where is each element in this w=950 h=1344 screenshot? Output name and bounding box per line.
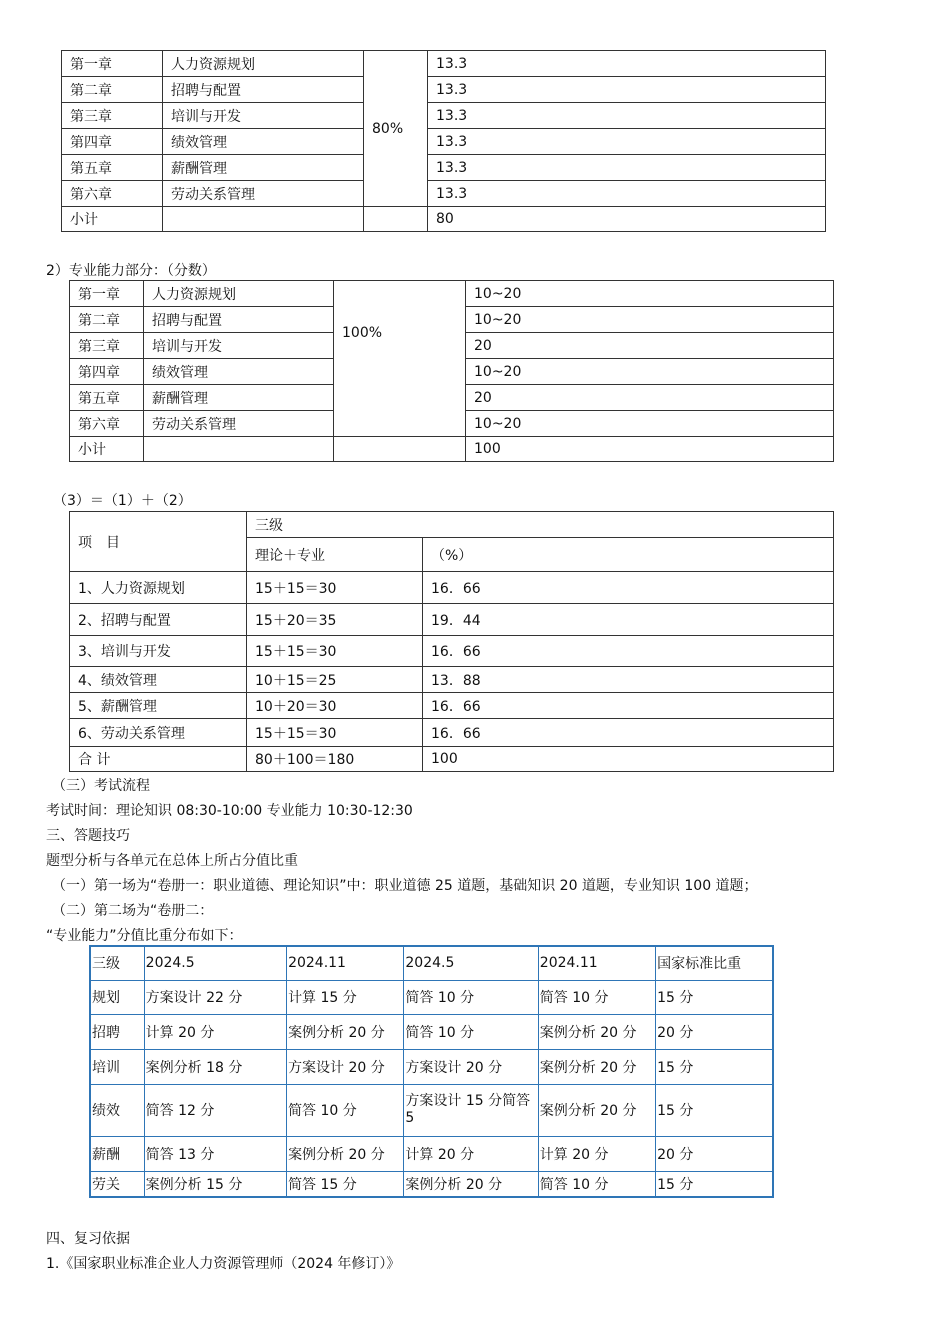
chapter-cell: 第二章 (62, 77, 163, 103)
calc-cell: 15＋15＝30 (247, 572, 423, 604)
pct-cell: 16．66 (423, 719, 834, 747)
table-row (90, 1136, 773, 1171)
score-cell: 10~20 (466, 281, 834, 307)
calc-cell: 15＋15＝30 (247, 719, 423, 747)
table-cell: 案例分析 20 分 (538, 1084, 655, 1136)
item-cell: 3、培训与开发 (70, 636, 247, 667)
pct-cell: 100 (423, 747, 834, 772)
score-cell: 13.3 (428, 129, 826, 155)
table-cell: 简答 13 分 (144, 1136, 286, 1171)
item-cell: 合 计 (70, 747, 247, 772)
skill-score-table (69, 280, 834, 462)
item-cell: 6、劳动关系管理 (70, 719, 247, 747)
table-cell: 薪酬 (90, 1136, 144, 1171)
table-cell: 案例分析 20 分 (538, 1014, 655, 1049)
subtotal-row (62, 207, 826, 232)
table-cell: 绩效 (90, 1084, 144, 1136)
table-cell: 计算 20 分 (538, 1136, 655, 1171)
table-cell: 15 分 (656, 1084, 773, 1136)
score-cell: 13.3 (428, 77, 826, 103)
first-session-line: （一）第一场为“卷册一：职业道德、理论知识”中：职业道德 25 道题，基础知识 20 道题，专业知识 100 道题； (52, 878, 758, 894)
percent-cell: 80% (364, 51, 428, 207)
calc-cell: 10＋20＝30 (247, 693, 423, 719)
calc-cell: 15＋20＝35 (247, 604, 423, 636)
distribution-line: “专业能力”分值比重分布如下： (46, 928, 243, 944)
table-cell: 15 分 (656, 980, 773, 1014)
chapter-name-cell: 招聘与配置 (163, 77, 364, 103)
pct-cell: 16．66 (423, 636, 834, 667)
chapter-name-cell: 薪酬管理 (144, 385, 334, 411)
table-cell: 计算 20 分 (404, 1136, 538, 1171)
chapter-cell: 第五章 (70, 385, 144, 411)
table-row (70, 572, 834, 604)
table-cell: 案例分析 15 分 (144, 1171, 286, 1197)
score-cell: 13.3 (428, 155, 826, 181)
subtotal-value: 100 (466, 437, 834, 462)
chapter-name-cell: 薪酬管理 (163, 155, 364, 181)
table-row (70, 667, 834, 693)
header-cell: 2024.11 (538, 946, 655, 980)
table-cell: 15 分 (656, 1171, 773, 1197)
table-cell: 简答 10 分 (404, 980, 538, 1014)
subtotal-label: 小计 (70, 437, 144, 462)
table-row (70, 636, 834, 667)
chapter-cell: 第五章 (62, 155, 163, 181)
score-cell: 10~20 (466, 359, 834, 385)
chapter-name-cell: 人力资源规划 (163, 51, 364, 77)
sub-header-pct: （%） (423, 538, 834, 572)
chapter-name-cell: 培训与开发 (163, 103, 364, 129)
table-cell: 案例分析 18 分 (144, 1049, 286, 1084)
table-cell: 招聘 (90, 1014, 144, 1049)
score-cell: 13.3 (428, 103, 826, 129)
table-cell: 劳关 (90, 1171, 144, 1197)
item-cell: 2、招聘与配置 (70, 604, 247, 636)
table-cell: 简答 12 分 (144, 1084, 286, 1136)
table-cell: 计算 15 分 (287, 980, 404, 1014)
item-cell: 5、薪酬管理 (70, 693, 247, 719)
review-basis-heading: 四、复习依据 (46, 1231, 130, 1247)
chapter-name-cell: 劳动关系管理 (144, 411, 334, 437)
table-cell: 规划 (90, 980, 144, 1014)
chapter-name-cell: 绩效管理 (144, 359, 334, 385)
skill-distribution-table (89, 945, 774, 1198)
section2-heading: 2）专业能力部分：（分数） (46, 263, 216, 279)
subtotal-row (70, 437, 834, 462)
table-cell: 案例分析 20 分 (287, 1014, 404, 1049)
score-cell: 13.3 (428, 181, 826, 207)
table-row (90, 1014, 773, 1049)
table-row (70, 693, 834, 719)
exam-time-line: 考试时间：理论知识 08:30-10:00 专业能力 10:30-12:30 (46, 803, 413, 819)
header-cell: 2024.5 (404, 946, 538, 980)
exam-process-heading: （三）考试流程 (52, 778, 150, 794)
score-cell: 10~20 (466, 307, 834, 333)
table-cell: 简答 10 分 (287, 1084, 404, 1136)
level-header: 三级 (247, 512, 834, 538)
table-row (62, 103, 826, 129)
item-cell: 4、绩效管理 (70, 667, 247, 693)
chapter-name-cell: 招聘与配置 (144, 307, 334, 333)
table-cell: 简答 10 分 (404, 1014, 538, 1049)
subtotal-label: 小计 (62, 207, 163, 232)
table-cell: 15 分 (656, 1049, 773, 1084)
table-row (90, 1171, 773, 1197)
table-cell: 方案设计 15 分简答 5 (404, 1084, 538, 1136)
table-row (62, 181, 826, 207)
table-row (62, 77, 826, 103)
table-cell: 20 分 (656, 1136, 773, 1171)
chapter-cell: 第六章 (62, 181, 163, 207)
total-row (70, 747, 834, 772)
table-cell: 20 分 (656, 1014, 773, 1049)
table-cell: 案例分析 20 分 (287, 1136, 404, 1171)
item-header: 项 目 (70, 512, 247, 572)
pct-cell: 16．66 (423, 693, 834, 719)
table-cell: 简答 15 分 (287, 1171, 404, 1197)
table-row (62, 129, 826, 155)
header-cell: 三级 (90, 946, 144, 980)
chapter-cell: 第三章 (62, 103, 163, 129)
chapter-cell: 第三章 (70, 333, 144, 359)
analysis-line: 题型分析与各单元在总体上所占分值比重 (46, 853, 298, 869)
answer-tips-heading: 三、答题技巧 (46, 828, 130, 844)
theory-score-table (61, 50, 826, 232)
review-basis-item: 1.《国家职业标准企业人力资源管理师（2024 年修订）》 (46, 1256, 401, 1272)
score-cell: 20 (466, 333, 834, 359)
table-row (62, 51, 826, 77)
table-row (70, 281, 834, 307)
table-header-row (90, 946, 773, 980)
table-cell: 案例分析 20 分 (404, 1171, 538, 1197)
subtotal-value: 80 (428, 207, 826, 232)
calc-cell: 10＋15＝25 (247, 667, 423, 693)
chapter-cell: 第六章 (70, 411, 144, 437)
table-cell: 简答 10 分 (538, 1171, 655, 1197)
score-cell: 20 (466, 385, 834, 411)
table-cell: 培训 (90, 1049, 144, 1084)
chapter-cell: 第二章 (70, 307, 144, 333)
header-cell: 国家标准比重 (656, 946, 773, 980)
chapter-cell: 第一章 (62, 51, 163, 77)
sub-header-calc: 理论＋专业 (247, 538, 423, 572)
chapter-name-cell: 劳动关系管理 (163, 181, 364, 207)
table-row (90, 1084, 773, 1136)
table-cell: 计算 20 分 (144, 1014, 286, 1049)
chapter-name-cell: 培训与开发 (144, 333, 334, 359)
calc-cell: 80＋100＝180 (247, 747, 423, 772)
table-cell: 方案设计 22 分 (144, 980, 286, 1014)
combined-score-table (69, 511, 834, 772)
item-cell: 1、人力资源规划 (70, 572, 247, 604)
header-cell: 2024.5 (144, 946, 286, 980)
table-row (70, 604, 834, 636)
table-cell: 方案设计 20 分 (287, 1049, 404, 1084)
pct-cell: 13．88 (423, 667, 834, 693)
chapter-cell: 第一章 (70, 281, 144, 307)
table-cell: 方案设计 20 分 (404, 1049, 538, 1084)
table-row (90, 980, 773, 1014)
table-cell: 案例分析 20 分 (538, 1049, 655, 1084)
second-session-line: （二）第二场为“卷册二： (52, 903, 214, 919)
table-row (62, 155, 826, 181)
section3-heading: （3）＝（1）＋（2） (53, 493, 192, 509)
table-cell: 简答 10 分 (538, 980, 655, 1014)
pct-cell: 16．66 (423, 572, 834, 604)
score-cell: 13.3 (428, 51, 826, 77)
percent-cell: 100% (334, 281, 466, 437)
table-row (70, 719, 834, 747)
pct-cell: 19．44 (423, 604, 834, 636)
chapter-name-cell: 绩效管理 (163, 129, 364, 155)
calc-cell: 15＋15＝30 (247, 636, 423, 667)
chapter-cell: 第四章 (70, 359, 144, 385)
chapter-name-cell: 人力资源规划 (144, 281, 334, 307)
score-cell: 10~20 (466, 411, 834, 437)
table-row (90, 1049, 773, 1084)
header-cell: 2024.11 (287, 946, 404, 980)
chapter-cell: 第四章 (62, 129, 163, 155)
